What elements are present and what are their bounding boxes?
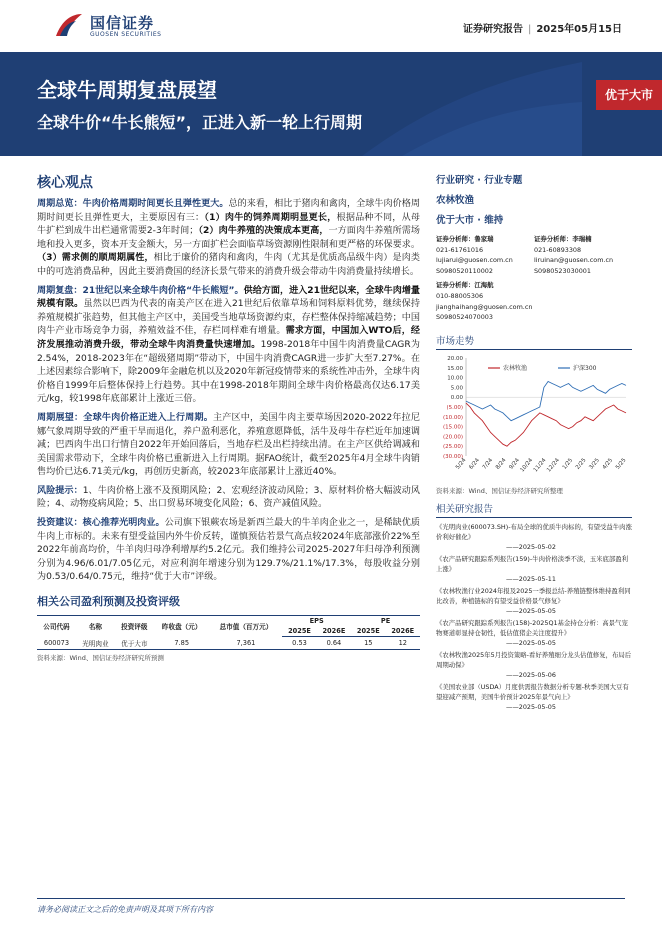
analyst-email[interactable]: lujiarui@guosen.com.cn [436,256,513,265]
x-tick-label: 7/24 [481,457,495,471]
sector-rating: 优于大市 · 维持 [436,215,504,226]
y-tick-label: 0.00 [450,394,463,401]
cell-close: 7.85 [154,637,210,650]
list-item[interactable] [436,650,632,680]
para-label: 周期复盘：21世纪以来全球牛肉价格“牛长熊短”。 [37,285,244,296]
cell-eps2: 0.64 [317,637,351,650]
cell-pe2: 12 [386,637,420,650]
x-tick-label: 4/25 [601,457,615,471]
logo-text: 国信证券 [90,14,155,32]
report-link[interactable]: 《光明肉业(600073.SH)-布局全球的优质牛肉标的，有望受益牛肉涨价利好催化》 [436,522,632,541]
list-item[interactable] [436,618,632,648]
para-text: 公司旗下银蕨农场是新西兰最大的牛羊肉企业之一，是稀缺优质牛肉上市标的。未来有望受益国内外牛价反转，谨慎预估若景气高点较2024年底部涨价22%至2022年前高均价，牛羊肉归母净利增厚约5.2亿元。我们维持公司2025-2027年归母净利预测分别为4.96/6.01/7.05亿元，对应利润年增速分别为129.7%/21.1%/17.3%，每股收益分别为0.53/0.64/0.75元，维持“优于大市”评级。 [37,518,420,583]
report-date: ——2025-05-11 [506,574,556,583]
cell-rating: 优于大市 [115,637,154,650]
analyst-cert: S0980524070003 [436,313,493,322]
para-bold: 需求方面，中国加入WTO后，经济发展推动消费升级，带动全球牛肉消费量快速增加。 [37,326,420,350]
legend-label: 沪深300 [573,364,597,372]
x-tick-label: 11/24 [532,457,548,474]
paragraph-risk [37,485,420,512]
guosen-logo-icon [54,12,84,38]
report-subtitle: 全球牛价“牛长熊短”，正进入新一轮上行周期 [37,113,363,132]
cell-pe1: 15 [351,637,385,650]
paragraph-investment [37,517,420,585]
analyst-list [436,234,632,327]
related-reports-title: 相关研究报告 [436,501,632,518]
paragraph-cycle-review [37,285,420,407]
report-link[interactable]: 《美国农业部（USDA）月度供需报告数据分析专题-秋季美国大豆有望迎减产预期，美国牛价预计2025年景气向上》 [436,682,629,701]
report-date: ——2025-05-05 [506,702,556,711]
table-row [37,637,420,650]
cell-mcap: 7,361 [210,637,283,650]
report-date: ——2025-05-05 [506,606,556,615]
core-views [37,172,420,662]
report-link[interactable]: 《农林牧渔2025年5月投资策略-看好养殖细分龙头估值修复，布局后周期动保》 [436,650,632,669]
analyst-name: 证券分析师：李瑞楠 [534,235,592,243]
para-text: 一方面肉牛养殖所需场地和投入更多，资本开支金额大，另一方面扩栏会面临草场资源刚性限制和更严格的环保要求。 [37,226,420,250]
report-link[interactable]: 《农产品研究跟踪系列报告(159)-牛肉价格淡季不淡，玉米底部盈利上涨》 [436,554,629,573]
para-label: 周期展望：全球牛肉价格正进入上行周期。 [37,412,213,423]
list-item[interactable] [436,586,632,616]
industry-label: 行业研究 · 行业专题 [436,175,523,186]
report-date: 2025年05月15日 [536,24,622,35]
header-meta: 证券研究报告 | 2025年05月15日 [462,24,622,35]
list-item[interactable] [436,682,632,712]
x-tick-label: 6/24 [468,457,481,471]
analyst-name: 证券分析师：江海航 [436,281,494,290]
col-code: 公司代码 [37,616,76,637]
cell-eps1: 0.53 [282,637,316,650]
cell-name: 光明肉业 [76,637,115,650]
col-rating: 投资评级 [115,616,154,637]
x-tick-label: 12/24 [546,457,561,474]
analyst-name: 证券分析师：鲁家瑞 [436,235,494,243]
y-tick-label: (10.00) [442,414,463,421]
col-close: 昨收盘（元） [154,616,210,637]
para-bold: 供给方面，进入21世纪以来，全球牛肉增量规模有限。 [37,285,421,310]
analyst-email[interactable]: liruinan@guosen.com.cn [534,256,614,265]
footer-divider [37,898,625,899]
x-tick-label: 10/24 [519,457,535,474]
analyst-card [436,280,534,322]
y-tick-label: (30.00) [442,453,463,460]
para-bold: （2）肉牛养殖的决策成本更高， [198,226,329,237]
y-tick-label: 20.00 [447,355,463,362]
list-item[interactable] [436,554,632,584]
market-trend-chart [436,350,632,482]
y-tick-label: 10.00 [447,375,463,382]
legend-label: 农林牧渔 [503,364,528,372]
analyst-email[interactable]: jianghaihang@guosen.com.cn [436,302,533,311]
logo-subtext: GUOSEN SECURITIES [90,31,162,38]
analyst-card [436,234,534,276]
analyst-phone: 021-60893308 [534,245,582,254]
list-item[interactable] [436,522,632,552]
y-tick-label: (25.00) [442,443,463,450]
para-text: 总的来看，相比于猪肉和禽肉，全球牛肉价格周期时间更长且弹性更大，主要原因有三： [37,199,420,223]
market-trend-title: 市场走势 [436,333,632,350]
report-link[interactable]: 《农产品研究跟踪系列报告(158)-2025Q1基金持仓分析：高景气宠物赛道彰显持仓韧性，低估值猪企关注度提升》 [436,618,628,637]
analyst-cert: S0980520110002 [436,266,493,275]
report-date: ——2025-05-05 [506,638,556,647]
series-line-sector [466,403,626,446]
cell-code: 600073 [37,637,76,650]
sector-label: 农林牧渔 [436,195,475,206]
report-title: 全球牛周期复盘展望 [37,78,217,102]
y-tick-label: (20.00) [442,434,463,441]
col-pe-y2: 2026E [386,626,420,637]
para-text: 1、牛肉价格上涨不及预期风险；2、宏观经济波动风险；3、原材料价格大幅波动风险；4、动物疫病风险；5、出口贸易环境变化风险；6、资产减值风险。 [37,485,420,510]
forecast-table [37,615,420,650]
para-text: 主产区中，美国牛肉主要草场因2020-2022年拉尼娜气象周期导致的严重干旱而退化，养户盈利恶化，养殖意愿降低，活牛及母牛存栏近年加速调减；巴西肉牛出口行情自2022年开始回落后，当地存栏及出栏持续出清。在主产区供给调减和美国需求带动下，全球牛肉价格已重新进入上行周期。据FAO统计，截至2025年4月全球牛肉销售均价已达6.71美元/kg，再创历史新高，较2023年底部累计上涨近40%。 [37,412,421,478]
analyst-phone: 021-61761016 [436,245,484,254]
rating-badge: 优于大市 [596,80,662,110]
analyst-phone: 010-88005306 [436,291,484,300]
x-tick-label: 5/24 [454,457,468,471]
para-text: 根据品种不同，从母牛扩栏到成牛出栏通常需要2-3年时间； [37,212,420,237]
para-bold: （3）需求侧的顺周期属性， [37,253,154,264]
y-tick-label: 15.00 [447,365,463,372]
para-label: 风险提示： [37,485,83,496]
paragraph-cycle-overview [37,198,420,280]
x-tick-label: 5/25 [614,457,628,471]
para-text: 1998-2018年中国牛肉消费量CAGR为2.54%，2018-2023年在“超级猪周期”带动下，中国牛肉消费CAGR进一步扩大至7.27%。在上述因素综合影响下，除2009年金融危机以及2020年新冠疫情带来的系统性冲击外，全球牛肉价格自1999年后整体保持上行趋势。其中在1998-2018年期间全球牛肉价格最高仅达6.17美元/kg，较1998年底部累计上涨近三倍。 [37,339,420,405]
report-link[interactable]: 《农林牧渔行业2024年报及2025一季报总结-养殖链整体维持盈利同比改善，种植链标的有望受益价格景气修复》 [436,586,631,605]
col-pe-y1: 2025E [351,626,385,637]
col-eps-y2: 2026E [317,626,351,637]
col-eps: EPS [282,616,351,627]
y-tick-label: 5.00 [450,385,463,392]
x-tick-label: 3/25 [588,457,601,471]
col-pe: PE [351,616,420,627]
x-tick-label: 1/25 [561,457,575,471]
paragraph-cycle-outlook [37,412,420,480]
forecast-title: 相关公司盈利预测及投资评级 [37,595,180,609]
x-tick-label: 9/24 [508,457,521,471]
x-tick-label: 2/25 [574,457,588,471]
banner-decoration [362,52,582,156]
col-mcap: 总市值（百万元） [210,616,283,637]
para-bold: （1）肉牛的饲养周期明显更长， [204,212,337,223]
col-name: 名称 [76,616,115,637]
forecast-source: 资料来源：Wind、国信证券经济研究所预测 [37,653,164,662]
y-tick-label: (5.00) [446,404,463,411]
col-eps-y1: 2025E [282,626,316,637]
report-date: ——2025-05-02 [506,542,556,551]
sidebar-info [436,172,632,714]
para-text: 相比于廉价的猪肉和禽肉，牛肉（尤其是优质高品级牛肉）是肉类中的可选消费品种，因此主要消费国的经济长景气带来的消费升级会带动牛肉消费量持续增长。 [37,253,420,277]
market-source: 资料来源：Wind、国信证券经济研究所整理 [436,486,563,495]
footer-disclaimer: 请务必阅读正文之后的免责声明及其项下所有内容 [37,905,213,914]
para-text: 虽然以巴西为代表的南美产区在进入21世纪后依靠草场和饲料原料优势，继续保持养殖规模扩张趋势，但其他主产区中，美国受当地草场资源约束，存栏整体保持缩减趋势；中国肉牛产业市场竞争力弱，养殖效益不佳，存栏同样难有增量。 [37,299,420,337]
analyst-card [534,234,632,276]
para-label: 周期总览：牛肉价格周期时间更长且弹性更大。 [37,199,229,209]
core-views-title: 核心观点 [37,175,93,191]
title-banner [0,52,662,156]
report-date: ——2025-05-06 [506,670,556,679]
para-label: 投资建议：核心推荐光明肉业。 [37,518,165,529]
x-tick-label: 8/24 [494,457,508,471]
related-reports-list [436,522,632,712]
y-tick-label: (15.00) [442,424,463,431]
series-line-index [466,381,626,420]
report-type: 证券研究报告 [462,24,523,35]
analyst-cert: S0980523030001 [534,266,591,275]
